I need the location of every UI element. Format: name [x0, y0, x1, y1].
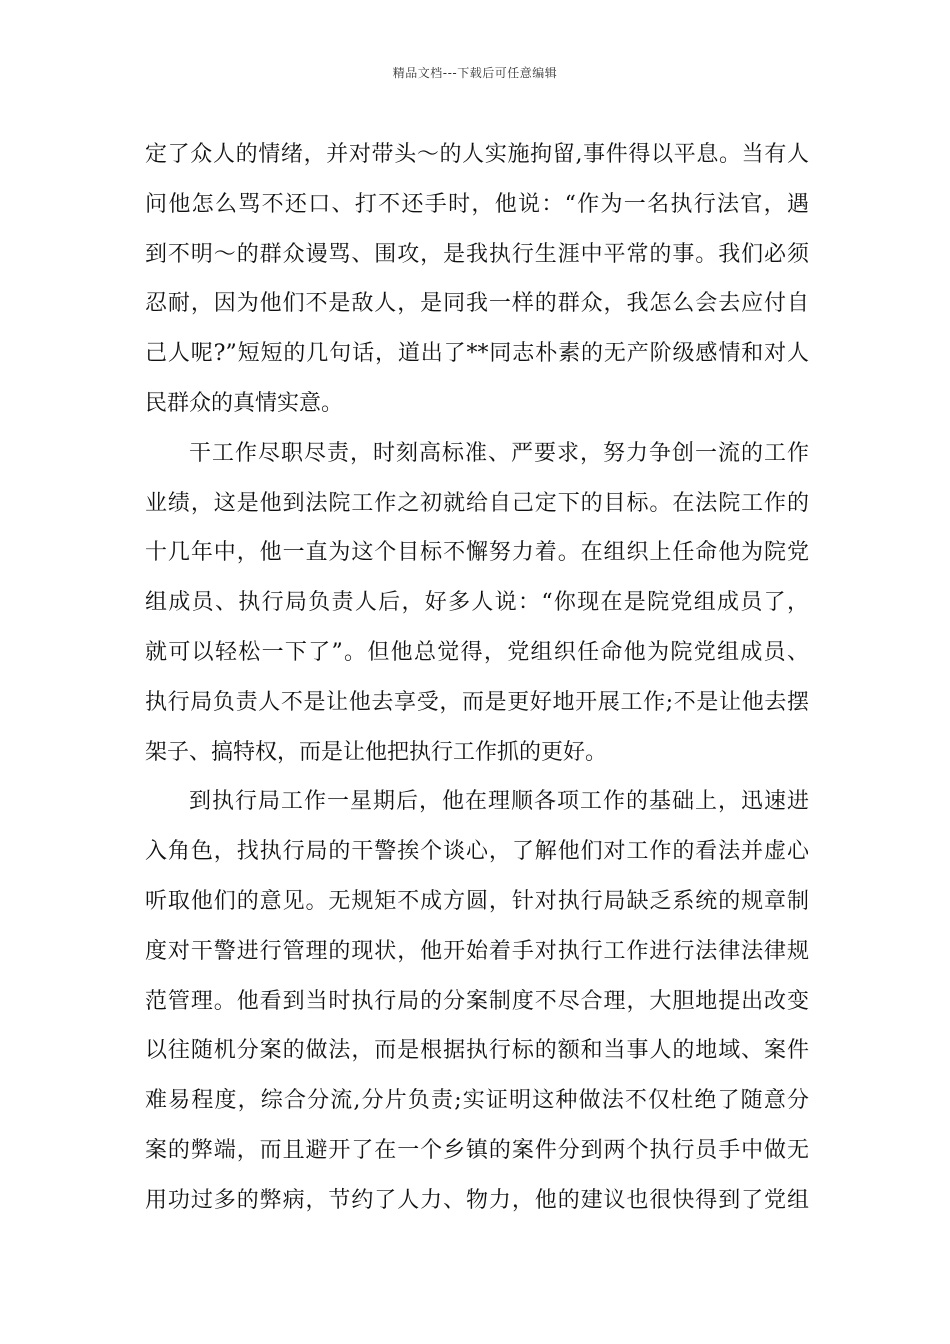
- text-line: 十几年中，他一直为这个目标不懈努力着。在组织上任命他为院党: [145, 540, 809, 566]
- text-line: 难易程度，综合分流,分片负责;实证明这种做法不仅杜绝了随意分: [145, 1088, 809, 1114]
- text-line: 范管理。他看到当时执行局的分案制度不尽合理，大胆地提出改变: [145, 988, 809, 1014]
- text-line: 执行局负责人不是让他去享受，而是更好地开展工作;不是让他去摆: [145, 689, 809, 715]
- text-line: 民群众的真情实意。: [145, 390, 344, 416]
- text-line: 到不明～的群众谩骂、围攻，是我执行生涯中平常的事。我们必须: [145, 241, 809, 267]
- text-line: 听取他们的意见。无规矩不成方圆，针对执行局缺乏系统的规章制: [145, 888, 809, 914]
- document-body: [145, 130, 809, 1226]
- text-line: 到执行局工作一星期后，他在理顺各项工作的基础上，迅速进: [189, 789, 809, 815]
- paragraph-1: [145, 130, 809, 429]
- text-line: 架子、搞特权，而是让他把执行工作抓的更好。: [145, 739, 608, 765]
- text-line: 就可以轻松一下了”。但他总觉得，党组织任命他为院党组成员、: [145, 639, 809, 665]
- paragraph-3: [145, 777, 809, 1225]
- text-line: 问他怎么骂不还口、打不还手时，他说：“作为一名执行法官，遇: [145, 191, 809, 217]
- text-line: 度对干警进行管理的现状，他开始着手对执行工作进行法律法律规: [145, 938, 809, 964]
- text-line: 业绩，这是他到法院工作之初就给自己定下的目标。在法院工作的: [145, 490, 809, 516]
- text-line: 己人呢?”短短的几句话，道出了**同志朴素的无产阶级感情和对人: [145, 341, 809, 367]
- text-line: 用功过多的弊病，节约了人力、物力，他的建议也很快得到了党组: [145, 1187, 809, 1213]
- text-line: 组成员、执行局负责人后，好多人说：“你现在是院党组成员了，: [145, 590, 809, 616]
- page-header: 精品文档---下载后可任意编辑: [392, 66, 558, 80]
- text-line: 案的弊端，而且避开了在一个乡镇的案件分到两个执行员手中做无: [145, 1137, 809, 1163]
- text-line: 忍耐，因为他们不是敌人，是同我一样的群众，我怎么会去应付自: [145, 291, 809, 317]
- text-line: 干工作尽职尽责，时刻高标准、严要求，努力争创一流的工作: [189, 440, 809, 466]
- text-line: 定了众人的情绪，并对带头～的人实施拘留,事件得以平息。当有人: [145, 142, 809, 167]
- paragraph-2: [145, 429, 809, 778]
- text-line: 以往随机分案的做法，而是根据执行标的额和当事人的地域、案件: [145, 1038, 809, 1064]
- text-line: 入角色，找执行局的干警挨个谈心，了解他们对工作的看法并虚心: [145, 839, 809, 865]
